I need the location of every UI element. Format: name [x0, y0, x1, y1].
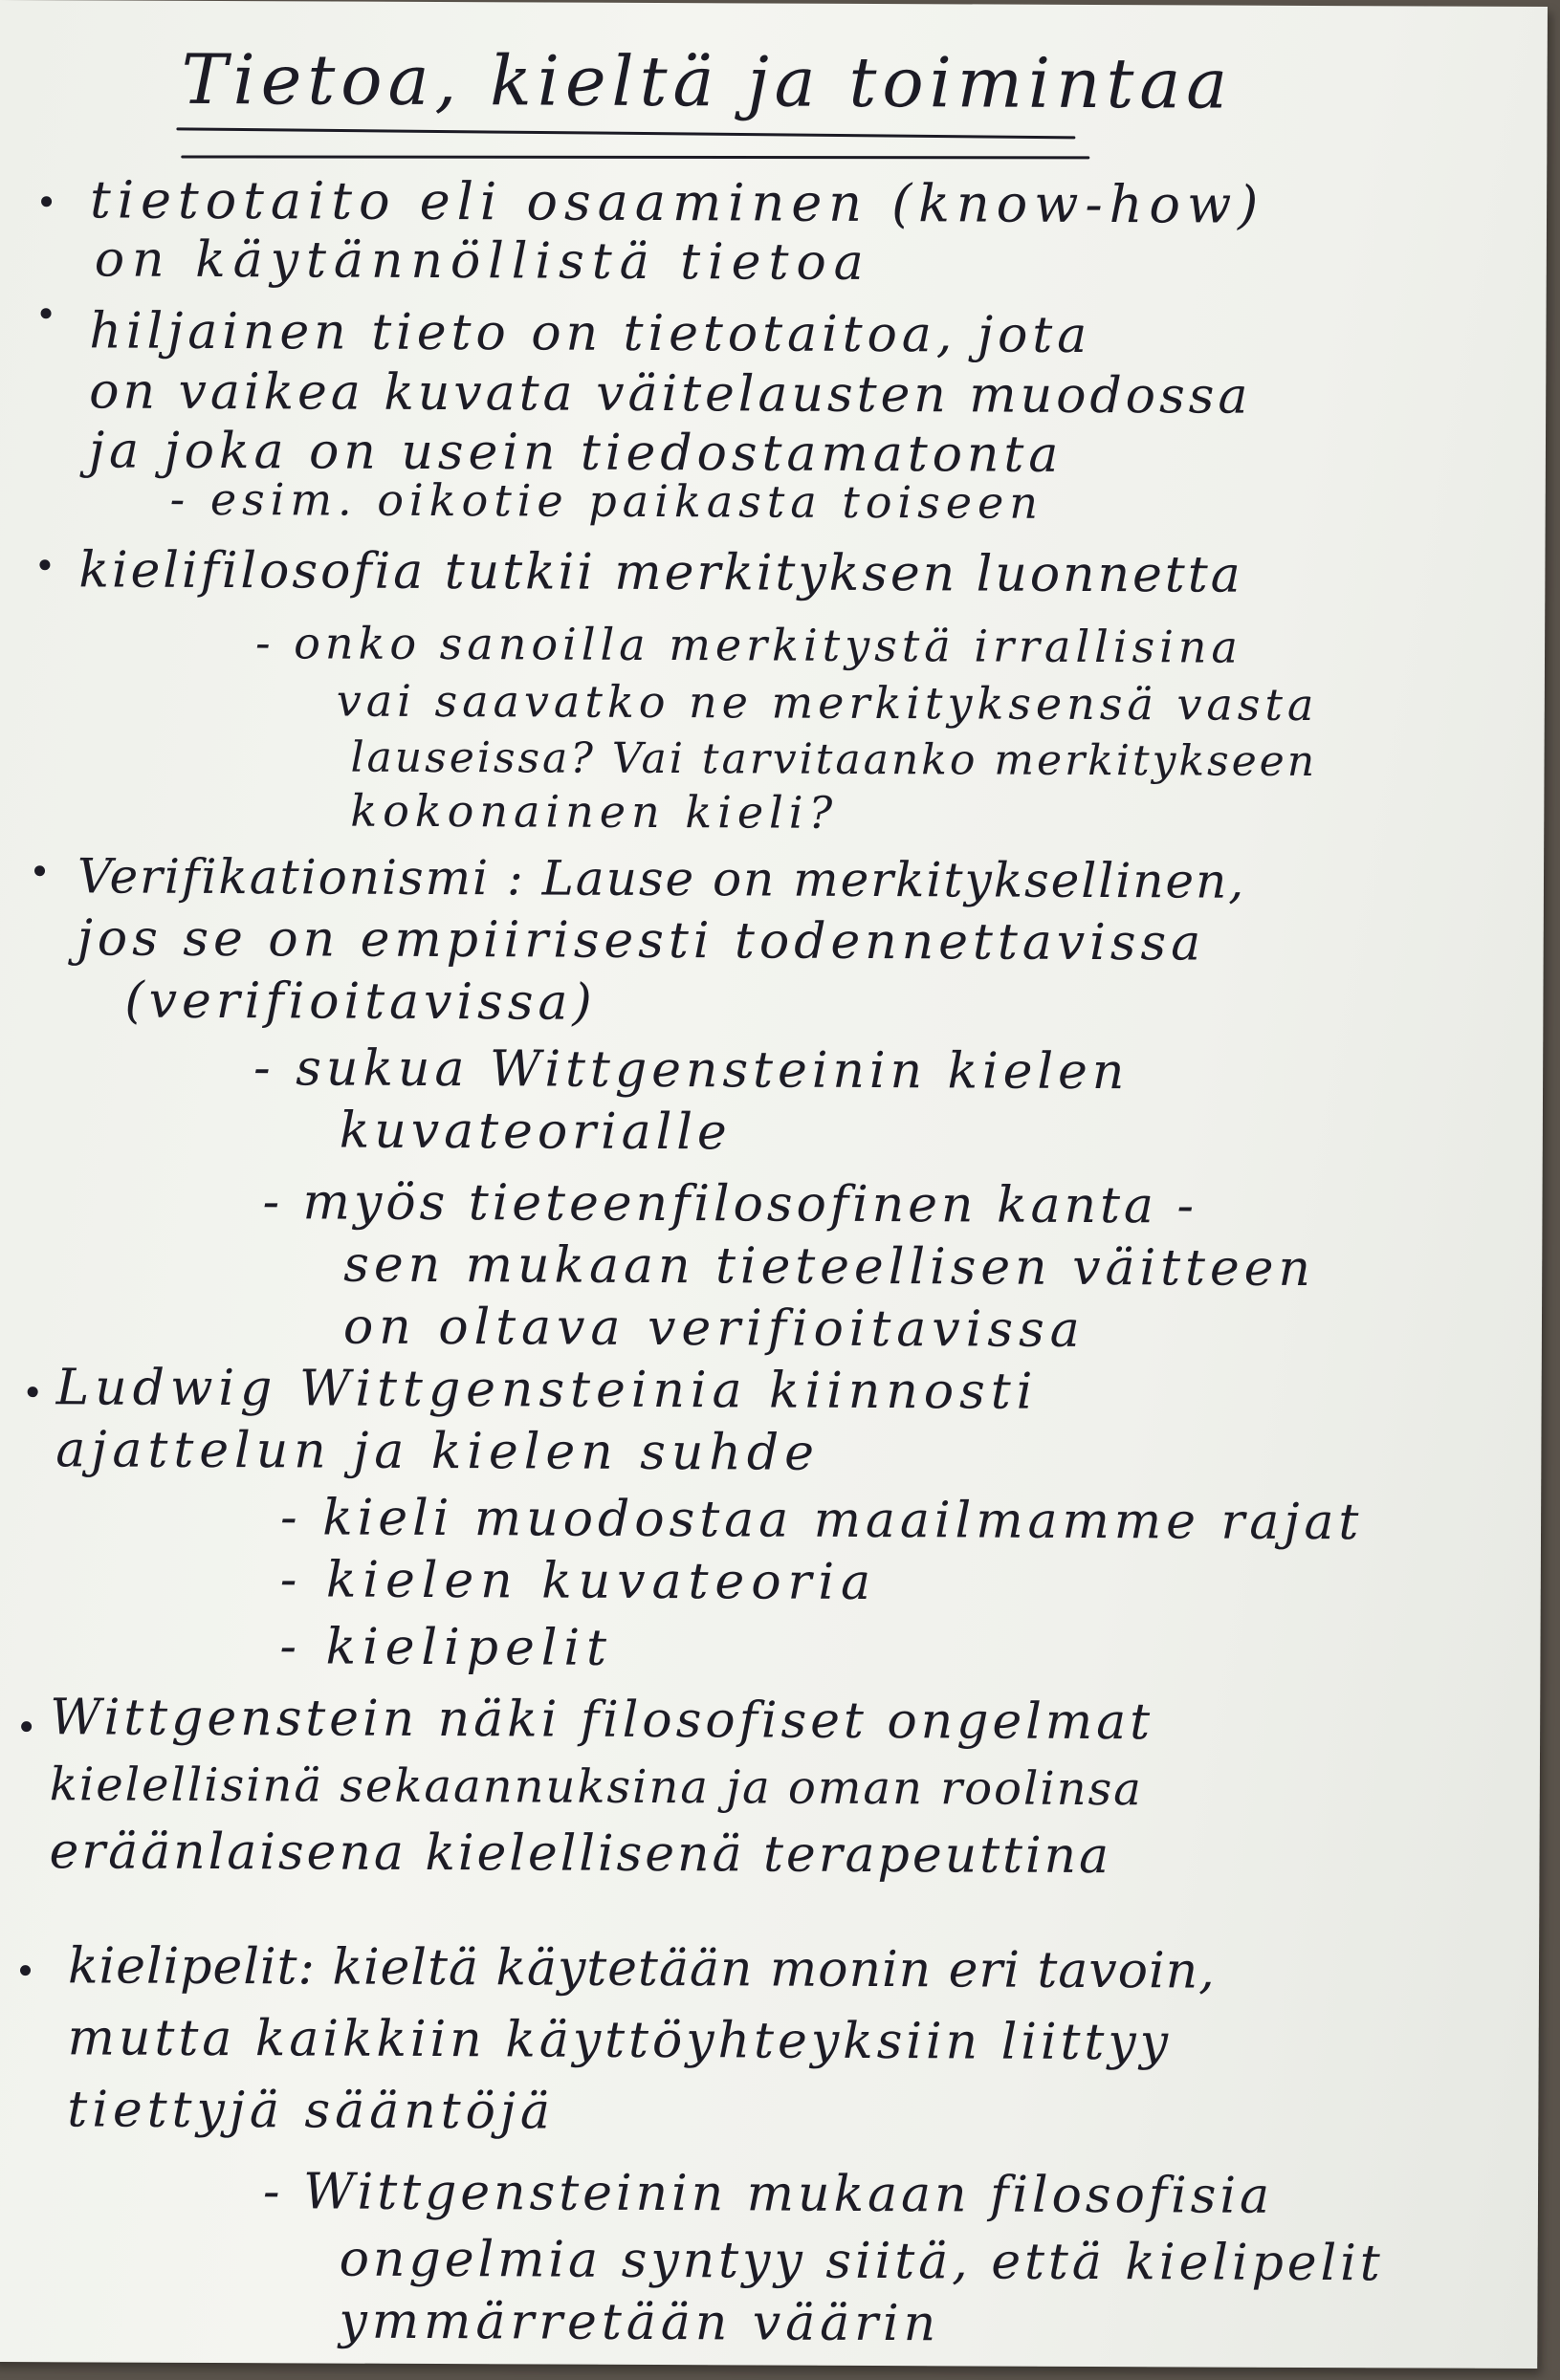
title-underline: [176, 127, 1075, 139]
note-line: kielipelit: kieltä käytetään monin eri tavoin,: [67, 1937, 1216, 2000]
note-line: ja joka on usein tiedostamatonta: [88, 422, 1064, 484]
note-line: hiljainen tieto on tietotaitoa, jota: [89, 302, 1092, 364]
bullet-point: [41, 308, 52, 318]
note-line: - myös tieteenfilosofinen kanta -: [262, 1173, 1198, 1235]
note-line: ajattelun ja kielen suhde: [55, 1421, 821, 1482]
note-line: - esim. oikotie paikasta toiseen: [169, 472, 1044, 529]
note-line: - onko sanoilla merkitystä irrallisina: [254, 617, 1243, 673]
note-line: jos se on empiirisesti todennettavissa: [77, 909, 1206, 972]
note-line: on oltava verifioitavissa: [342, 1298, 1086, 1359]
note-line: Verifikationismi : Lause on merkityksellinen,: [77, 848, 1246, 909]
note-line: on vaikea kuvata väitelausten muodossa: [89, 362, 1252, 426]
bullet-point: [28, 1387, 38, 1397]
note-line: - sukua Wittgensteinin kielen: [253, 1039, 1130, 1102]
note-line: kielellisinä sekaannuksina ja oman roolinsa: [49, 1758, 1143, 1817]
note-line: sen mukaan tieteellisen väitteen: [343, 1235, 1316, 1299]
title-underline-second: [181, 155, 1089, 159]
note-line: - kielen kuvateoria: [279, 1551, 878, 1612]
note-line: on käytännöllistä tietoa: [94, 230, 871, 292]
note-line: Wittgenstein näki filosofiset ongelmat: [50, 1689, 1154, 1752]
bullet-point: [39, 559, 50, 570]
note-line: kuvateorialle: [339, 1102, 732, 1162]
note-line: kokonainen kieli?: [350, 784, 839, 839]
note-line: (verifioitavissa): [124, 972, 597, 1032]
note-line: lauseissa? Vai tarvitaanko merkitykseen: [350, 732, 1318, 787]
bullet-point: [21, 1721, 32, 1732]
page-title: Tietoa, kieltä ja toimintaa: [181, 38, 1234, 124]
note-line: mutta kaikkiin käyttöyhteyksiin liittyy: [67, 2009, 1173, 2072]
note-line: ymmärretään väärin: [339, 2292, 941, 2353]
note-line: Ludwig Wittgensteinia kiinnosti: [55, 1359, 1039, 1421]
bullet-point: [20, 1965, 31, 1976]
bullet-point: [41, 196, 52, 207]
note-line: - Wittgensteinin mukaan filosofisia: [262, 2163, 1274, 2225]
bullet-point: [34, 865, 45, 876]
note-line: tiettyjä sääntöjä: [67, 2081, 556, 2141]
note-line: kielifilosofia tutkii merkityksen luonnetta: [78, 541, 1243, 604]
note-line: tietotaito eli osaaminen (know-how): [89, 169, 1265, 235]
note-line: - kielipelit: [279, 1618, 614, 1677]
note-line: vai saavatko ne merkityksensä vasta: [336, 674, 1319, 731]
note-line: - kieli muodostaa maailmamme rajat: [279, 1489, 1364, 1552]
note-line: ongelmia syntyy siitä, että kielipelit: [339, 2230, 1384, 2293]
note-line: eräänlaisena kielellisenä terapeuttina: [49, 1823, 1112, 1886]
